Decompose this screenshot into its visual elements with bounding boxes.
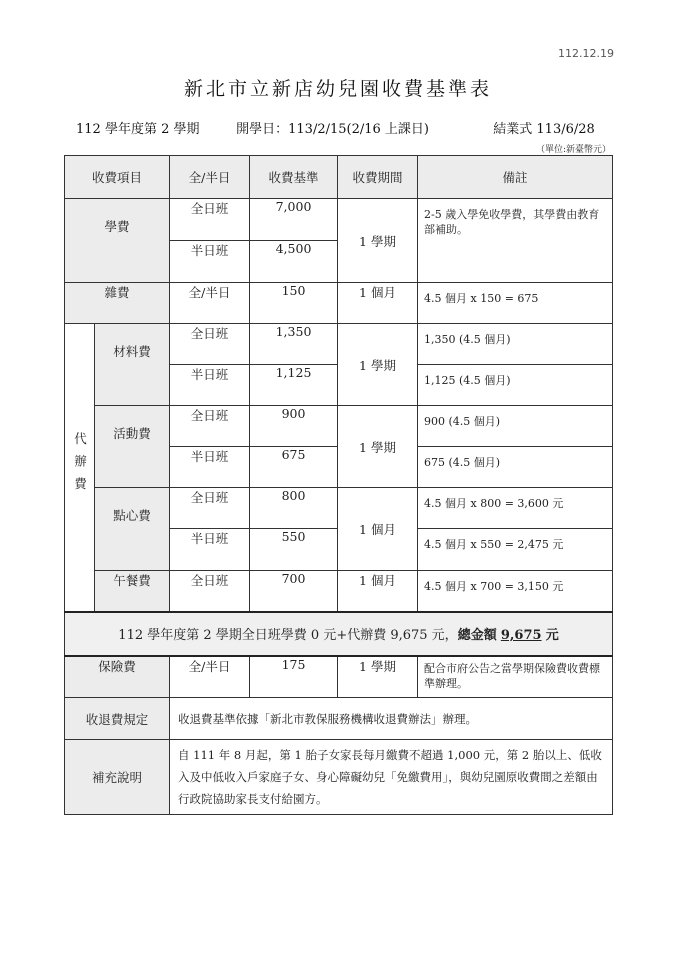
- term-label: 112 學年度第 2 學期: [76, 122, 200, 137]
- table-row: [65, 324, 613, 365]
- activity-full-note: 900 (4.5 個月): [418, 406, 613, 447]
- table-row: [65, 656, 613, 698]
- activity-full-value: 900: [250, 406, 338, 447]
- insurance-type: 全/半日: [170, 656, 250, 698]
- material-label: 材料費: [95, 324, 170, 406]
- material-period: 1 學期: [338, 324, 418, 406]
- misc-period: 1 個月: [338, 283, 418, 324]
- table-row: [65, 571, 613, 612]
- misc-label: 雜費: [65, 283, 170, 324]
- summary-cell: [65, 612, 613, 656]
- lunch-full-value: 700: [250, 571, 338, 612]
- supplement-text: 自 111 年 8 月起，第 1 胎子女家長每月繳費不超過 1,000 元，第 2 胎以上、低收入及中低收入戶家庭子女、身心障礙幼兒「免繳費用」，與幼兒園原收費間之差額由行政院協助家長支付給園方。: [170, 740, 613, 815]
- header-item: 收費項目: [65, 156, 170, 199]
- activity-half-type: 半日班: [170, 447, 250, 488]
- material-full-note: 1,350 (4.5 個月): [418, 324, 613, 365]
- header-row: [65, 156, 613, 199]
- start-date: 開學日：113/2/15(2/16 上課日): [236, 122, 429, 137]
- unit-note: （單位:新臺幣元）: [535, 145, 611, 155]
- table-row: [65, 740, 613, 815]
- page-title: 新北市立新店幼兒園收費基準表: [183, 78, 492, 100]
- misc-value: 150: [250, 283, 338, 324]
- tuition-half-value: 4,500: [250, 241, 338, 283]
- header-standard: 收費基準: [250, 156, 338, 199]
- insurance-label: 保險費: [65, 656, 170, 698]
- tuition-period: 1 學期: [338, 199, 418, 283]
- agency-label: [65, 324, 95, 612]
- activity-period: 1 學期: [338, 406, 418, 488]
- table-row: [65, 199, 613, 241]
- summary-total-label: 總金額: [457, 628, 497, 643]
- activity-half-value: 675: [250, 447, 338, 488]
- fee-table: [64, 155, 613, 815]
- tuition-label: [65, 199, 170, 283]
- snack-half-note: 4.5 個月 x 550 = 2,475 元: [418, 529, 613, 571]
- insurance-value: 175: [250, 656, 338, 698]
- tuition-full-type: 全日班: [170, 199, 250, 241]
- insurance-note: 配合市府公告之當學期保險費收費標準辦理。: [418, 656, 613, 698]
- material-full-type: 全日班: [170, 324, 250, 365]
- lunch-full-type: 全日班: [170, 571, 250, 612]
- snack-label: 點心費: [95, 488, 170, 571]
- snack-full-type: 全日班: [170, 488, 250, 529]
- tuition-full-value: 7,000: [250, 199, 338, 241]
- activity-half-note: 675 (4.5 個月): [418, 447, 613, 488]
- insurance-period: 1 學期: [338, 656, 418, 698]
- tuition-note: 2-5 歲入學免收學費，其學費由教育部補助。: [418, 199, 613, 283]
- material-half-note: 1,125 (4.5 個月): [418, 365, 613, 406]
- material-half-type: 半日班: [170, 365, 250, 406]
- activity-full-type: 全日班: [170, 406, 250, 447]
- misc-note: 4.5 個月 x 150 = 675: [418, 283, 613, 324]
- summary-text: 112 學年度第 2 學期全日班學費 0 元+代辦費 9,675 元，: [118, 628, 458, 643]
- header-type: 全/半日: [170, 156, 250, 199]
- refund-label: 收退費規定: [65, 698, 170, 740]
- document-date: 112.12.19: [558, 47, 614, 60]
- snack-full-value: 800: [250, 488, 338, 529]
- lunch-label: 午餐費: [95, 571, 170, 612]
- agency-label-text: 代辦費: [72, 432, 88, 500]
- term-info-line: [76, 118, 595, 137]
- material-half-value: 1,125: [250, 365, 338, 406]
- table-row: [65, 698, 613, 740]
- refund-text: 收退費基準依據「新北市教保服務機構收退費辦法」辦理。: [170, 698, 613, 740]
- tuition-half-type: 半日班: [170, 241, 250, 283]
- lunch-full-note: 4.5 個月 x 700 = 3,150 元: [418, 571, 613, 612]
- misc-type: 全/半日: [170, 283, 250, 324]
- snack-half-type: 半日班: [170, 529, 250, 571]
- summary-row: [65, 612, 613, 656]
- table-row: [65, 406, 613, 447]
- lunch-period: 1 個月: [338, 571, 418, 612]
- snack-full-note: 4.5 個月 x 800 = 3,600 元: [418, 488, 613, 529]
- snack-period: 1 個月: [338, 488, 418, 571]
- summary-total-unit: 元: [545, 628, 559, 643]
- end-date: 結業式 113/6/28: [493, 122, 595, 137]
- tuition-label-text: 學費: [104, 219, 130, 234]
- table-row: [65, 283, 613, 324]
- header-period: 收費期間: [338, 156, 418, 199]
- table-row: [65, 488, 613, 529]
- header-remark: 備註: [418, 156, 613, 199]
- activity-label: 活動費: [95, 406, 170, 488]
- snack-half-value: 550: [250, 529, 338, 571]
- supplement-label: 補充說明: [65, 740, 170, 815]
- material-full-value: 1,350: [250, 324, 338, 365]
- summary-total-value: 9,675: [500, 628, 542, 643]
